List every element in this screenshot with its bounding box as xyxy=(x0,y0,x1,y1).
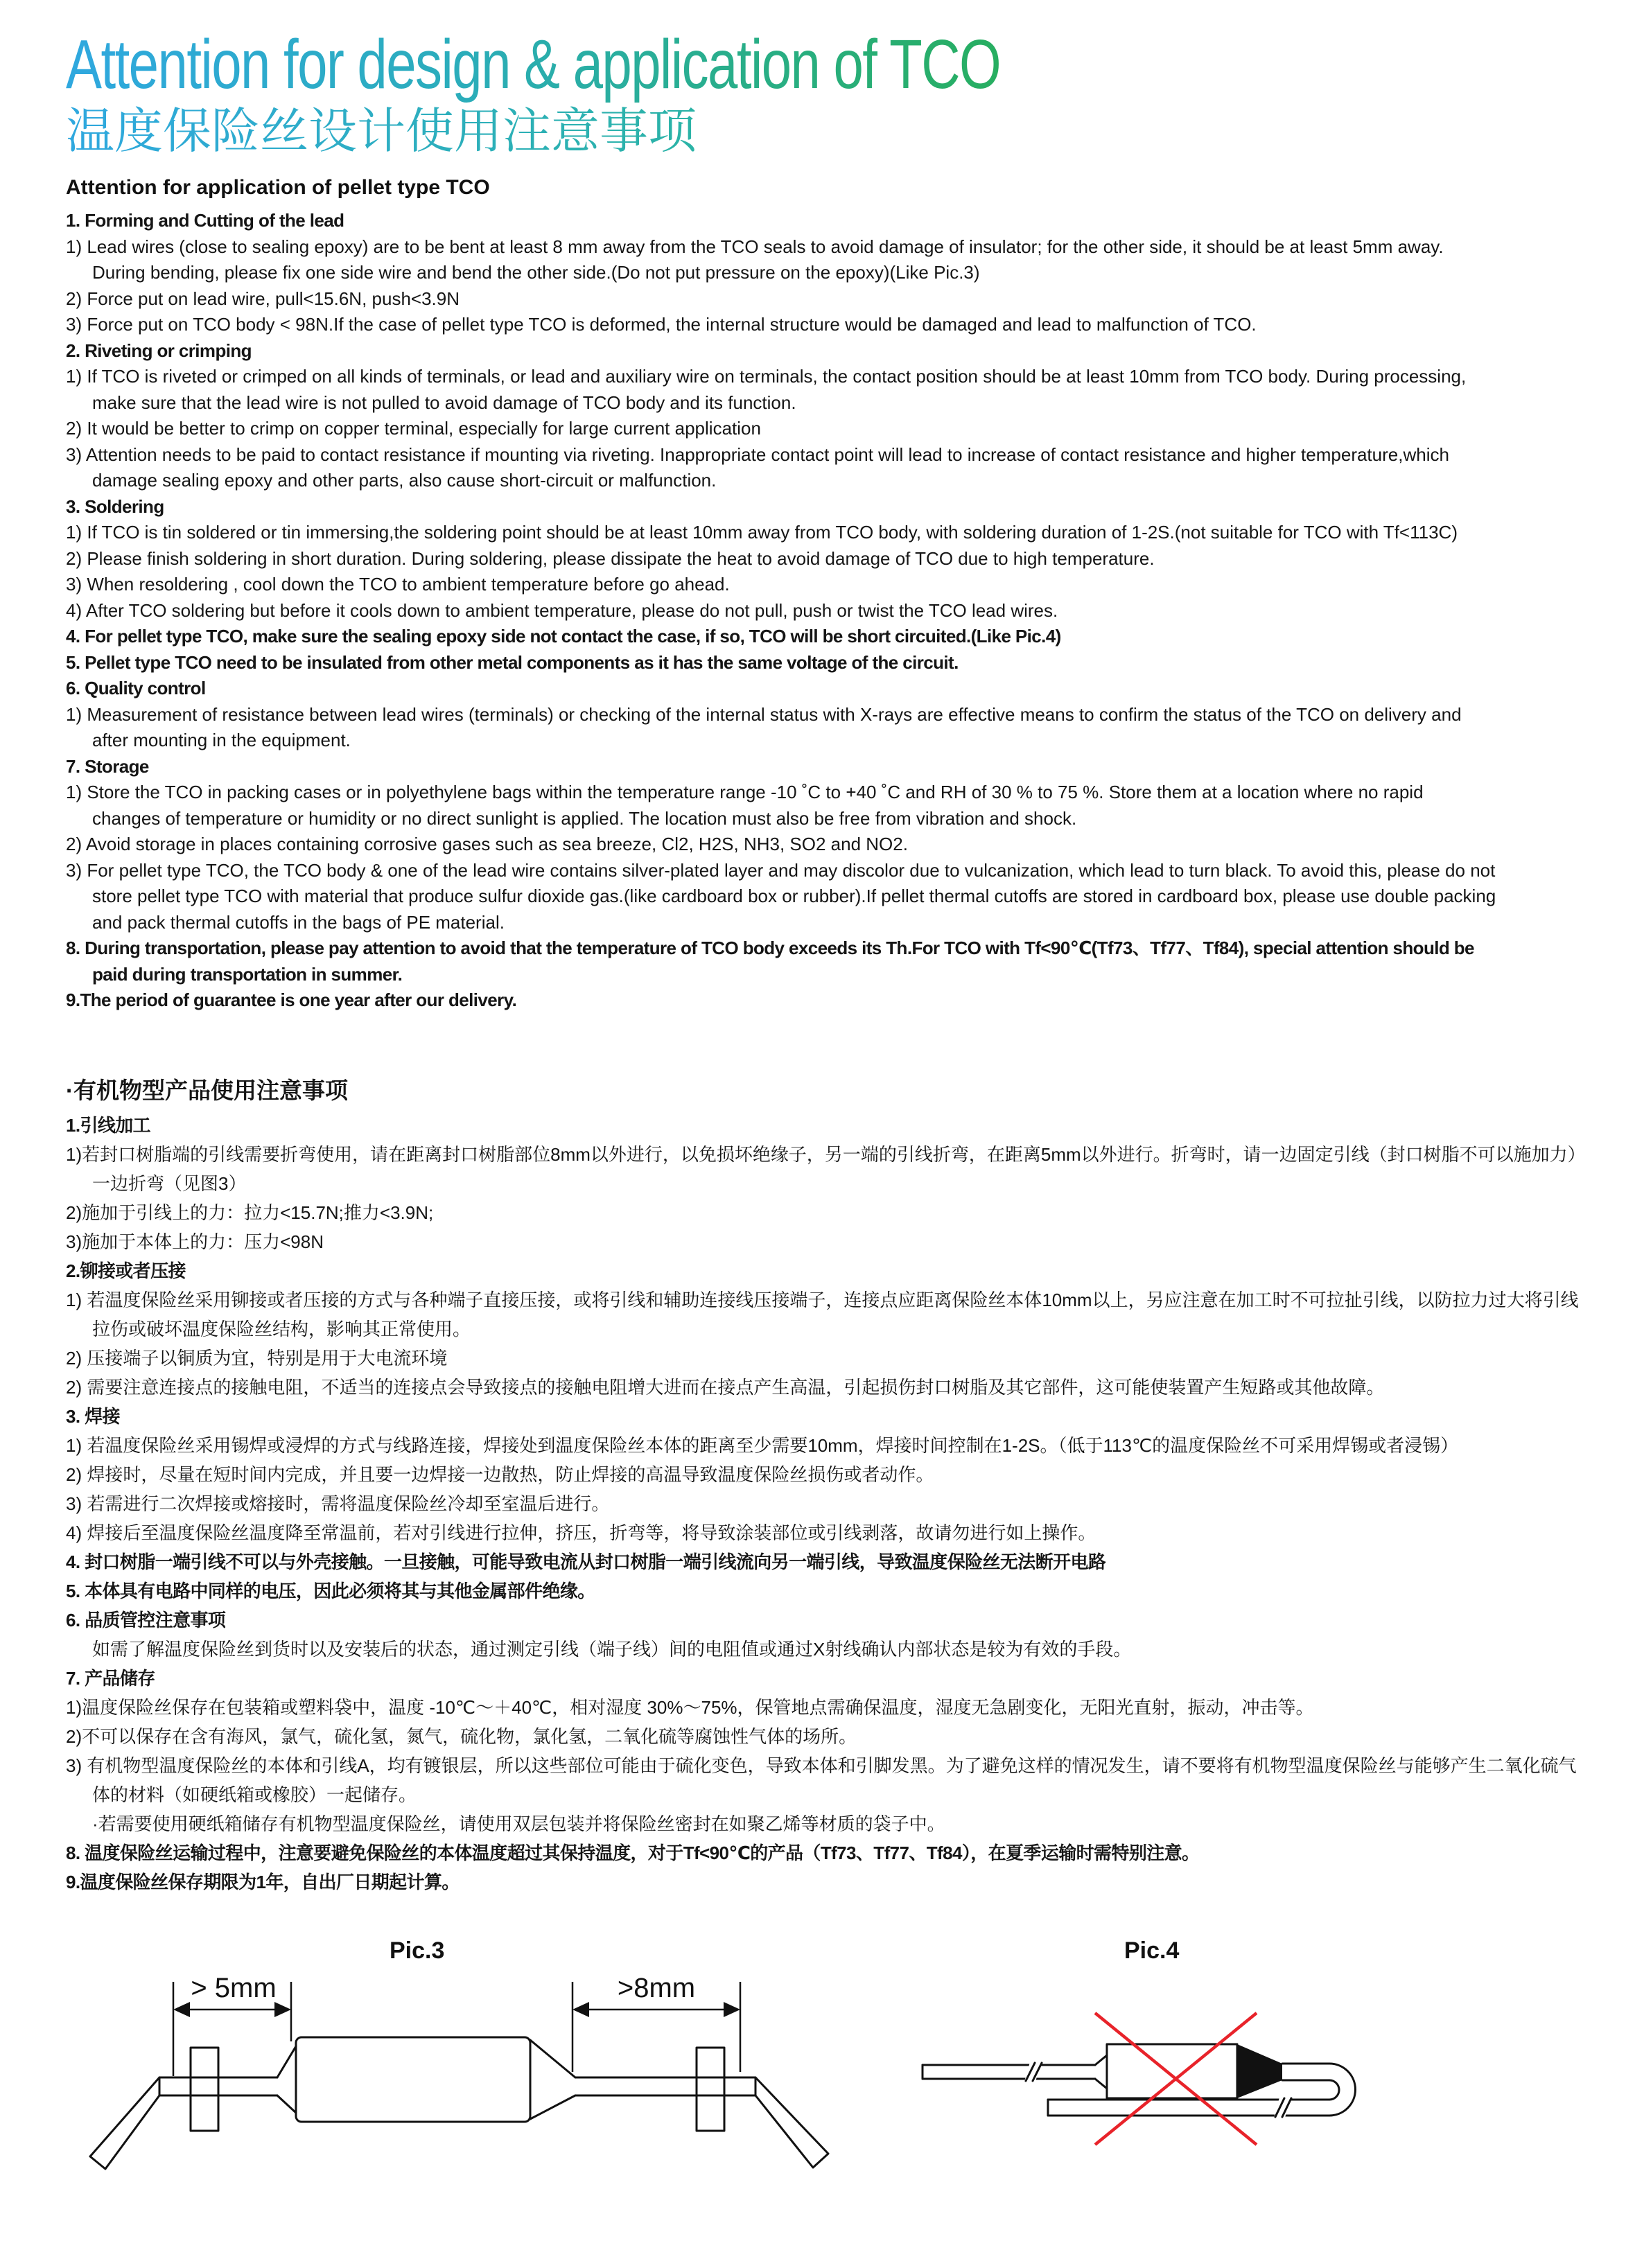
note-line: 如需了解温度保险丝到货时以及安装后的状态，通过测定引线（端子线）间的电阻值或通过X射线确认内部状态是较为有效的手段。 xyxy=(92,1638,1132,1660)
epoxy-cone-right xyxy=(530,2040,575,2077)
note-line: 5. 本体具有电路中同样的电压，因此必须将其与其他金属部件绝缘。 xyxy=(66,1580,595,1601)
note-line: 2.铆接或者压接 xyxy=(66,1260,186,1281)
bent-lead-right xyxy=(755,2077,828,2168)
note-line: 3) Force put on TCO body < 98N.If the case of pellet type TCO is deformed, the internal structure would be damaged and lead to malfunction of TCO. xyxy=(66,314,1257,335)
note-line: 7. Storage xyxy=(66,755,149,777)
note-line: 7. 产品储存 xyxy=(66,1667,155,1689)
note-line: 8. 温度保险丝运输过程中，注意要避免保险丝的本体温度超过其保持温度，对于Tf<90℃的产品（Tf73、Tf77、Tf84），在夏季运输时需特别注意。 xyxy=(66,1842,1200,1863)
note-line: 1. Forming and Cutting of the lead xyxy=(66,210,344,231)
note-line: 3) For pellet type TCO, the TCO body & one of the lead wire contains silver-plated layer and may discolor due to vulcanization, which lead to turn black. To avoid this, please do not xyxy=(66,859,1496,881)
organic-section-heading: ·有机物型产品使用注意事项 xyxy=(66,1077,348,1103)
note-line: 2) 需要注意连接点的接触电阻，不适当的连接点会导致接点的接触电阻增大进而在接点产生高温，引起损伤封口树脂及其它部件，这可能使装置产生短路或其他故障。 xyxy=(66,1376,1385,1398)
note-line: store pellet type TCO with material that produce sulfur dioxide gas.(like cardboard box or rubber).If pellet thermal cutoffs are stored in cardboard box, please use double packing xyxy=(92,886,1496,906)
arrowhead-right-icon xyxy=(274,2002,291,2017)
note-line: 8. During transportation, please pay attention to avoid that the temperature of TCO body exceeds its Th.For TCO with Tf<90℃(Tf73、Tf77、Tf84), special attention should be xyxy=(66,938,1474,958)
note-line: 2) It would be better to crimp on copper terminal, especially for large current application xyxy=(66,418,761,439)
arrowhead-left-icon xyxy=(173,2002,190,2017)
fixture-clamp-left xyxy=(191,2048,218,2131)
note-line: 拉伤或破坏温度保险丝结构，影响其正常使用。 xyxy=(92,1318,471,1339)
sealing-epoxy-cone xyxy=(1237,2044,1282,2098)
dim-label-5mm: > 5mm xyxy=(191,1973,277,2003)
note-line: paid during transportation in summer. xyxy=(92,963,403,985)
dimension-right-8mm xyxy=(572,1973,740,2072)
note-line: changes of temperature or humidity or no direct sunlight is applied. The location must also be free from vibration and shock. xyxy=(92,807,1077,829)
note-line: 9.The period of guarantee is one year after our delivery. xyxy=(66,990,517,1010)
note-line: 1) Measurement of resistance between lead wires (terminals) or checking of the internal status with X-rays are effective means to confirm the status of the TCO on delivery and xyxy=(66,703,1462,725)
chinese-notes-list xyxy=(66,1111,1586,1897)
note-line: 3. Soldering xyxy=(66,495,164,517)
note-line: 1) If TCO is riveted or crimped on all kinds of terminals, or lead and auxiliary wire on terminals, the contact position should be at least 10mm from TCO body. During processing, xyxy=(66,366,1467,387)
note-line: 3)施加于本体上的力：压力<98N xyxy=(66,1231,324,1252)
note-line: 1)若封口树脂端的引线需要折弯使用，请在距离封口树脂部位8mm以外进行，以免损坏绝缘子，另一端的引线折弯，在距离5mm以外进行。折弯时，请一边固定引线（封口树脂不可以施加力） xyxy=(66,1143,1586,1165)
note-line: after mounting in the equipment. xyxy=(92,730,351,750)
tco-device-drawing xyxy=(90,2037,828,2169)
note-line: 2) Avoid storage in places containing corrosive gases such as sea breeze, Cl2, H2S, NH3, SO2 and NO2. xyxy=(66,834,908,854)
note-line: 1) Store the TCO in packing cases or in polyethylene bags within the temperature range -10 ˚C to +40 ˚C and RH of 30 % to 75 %. Store them at a location where no rapid xyxy=(66,782,1424,802)
note-line: 1) 若温度保险丝采用铆接或者压接的方式与各种端子直接压接，或将引线和辅助连接线压接端子，连接点应距离保险丝本体10mm以上，另应注意在加工时不可拉扯引线，以防拉力过大将引线 xyxy=(66,1289,1579,1310)
tco-body xyxy=(296,2037,530,2122)
note-line: 2)不可以保存在含有海风，氯气，硫化氢，氮气，硫化物，氯化氢，二氧化硫等腐蚀性气体的场所。 xyxy=(66,1725,857,1747)
note-line: 4) After TCO soldering but before it cools down to ambient temperature, please do not pull, push or twist the TCO lead wires. xyxy=(66,599,1058,621)
note-line: 3) 有机物型温度保险丝的本体和引线A，均有镀银层，所以这些部位可能由于硫化变色，导致本体和引脚发黑。为了避免这样的情况发生，请不要将有机物型温度保险丝与能够产生二氧化硫气 xyxy=(66,1755,1577,1776)
red-cross-icon xyxy=(1095,2013,1257,2145)
note-line: 4) 焊接后至温度保险丝温度降至常温前，若对引线进行拉伸，挤压，折弯等，将导致涂装部位或引线剥落，故请勿进行如上操作。 xyxy=(66,1522,1096,1543)
note-line: 2. Riveting or crimping xyxy=(66,340,252,361)
figure-pic3-lead-bending-diagram xyxy=(69,1968,866,2266)
note-line: 5. Pellet type TCO need to be insulated from other metal components as it has the same voltage of the circuit. xyxy=(66,651,959,673)
note-line: 4. For pellet type TCO, make sure the sealing epoxy side not contact the case, if so, TCO will be short circuited.(Like Pic.4) xyxy=(66,626,1061,647)
note-line: 4. 封口树脂一端引线不可以与外壳接触。一旦接触，可能导致电流从封口树脂一端引线流向另一端引线，导致温度保险丝无法断开电路 xyxy=(66,1551,1106,1572)
note-line: and pack thermal cutoffs in the bags of PE material. xyxy=(92,911,505,933)
folded-lead-uturn xyxy=(1329,2064,1356,2116)
note-line: 2) 焊接时，尽量在短时间内完成，并且要一边焊接一边散热，防止焊接的高温导致温度保险丝损伤或者动作。 xyxy=(66,1463,934,1485)
note-line: 1)温度保险丝保存在包装箱或塑料袋中，温度 -10℃～＋40℃，相对湿度 30%～75%，保管地点需确保温度，湿度无急剧变化，无阳光直射，振动，冲击等。 xyxy=(66,1696,1314,1718)
note-line: 1) Lead wires (close to sealing epoxy) are to be bent at least 8 mm away from the TCO seals to avoid damage of insulator; for the other side, it should be at least 5mm away. xyxy=(66,236,1444,257)
note-line: 2) 压接端子以铜质为宜，特别是用于大电流环境 xyxy=(66,1347,448,1369)
note-line: 1) If TCO is tin soldered or tin immersing,the soldering point should be at least 10mm away from TCO body, with soldering duration of 1-2S.(not suitable for TCO with Tf<113C) xyxy=(66,522,1458,543)
note-line: 一边折弯（见图3） xyxy=(92,1172,247,1194)
lead-flare xyxy=(1095,2055,1107,2065)
pic4-label: Pic.4 xyxy=(1124,1937,1180,1964)
note-line: make sure that the lead wire is not pulled to avoid damage of TCO body and its function. xyxy=(92,392,796,413)
note-line: 1) 若温度保险丝采用锡焊或浸焊的方式与线路连接，焊接处到温度保险丝本体的距离至少需要10mm，焊接时间控制在1-2S。（低于113℃的温度保险丝不可采用焊锡或者浸锡） xyxy=(66,1434,1459,1456)
note-line: 6. Quality control xyxy=(66,678,206,698)
note-line: damage sealing epoxy and other parts, also cause short-circuit or malfunction. xyxy=(92,470,717,491)
pic3-label: Pic.3 xyxy=(390,1937,445,1964)
note-line: 3) When resoldering , cool down the TCO to ambient temperature before go ahead. xyxy=(66,574,730,595)
note-line: During bending, please fix one side wire and bend the other side.(Do not put pressure on the epoxy)(Like Pic.3) xyxy=(92,262,980,283)
note-line: 9.温度保险丝保存期限为1年，自出厂日期起计算。 xyxy=(66,1871,460,1892)
arrowhead-right-icon xyxy=(724,2002,740,2017)
note-line: 2) Force put on lead wire, pull<15.6N, push<3.9N xyxy=(66,288,460,309)
fixture-clamp-right xyxy=(697,2048,724,2131)
tco-device-drawing xyxy=(923,2044,1356,2118)
figure-pic4-epoxy-contact-forbidden-diagram xyxy=(866,1968,1626,2266)
bent-lead-left xyxy=(90,2077,159,2169)
page-title: Attention for design & application of TCO xyxy=(66,26,1001,103)
note-line: 1.引线加工 xyxy=(66,1114,151,1136)
note-line: ·若需要使用硬纸箱储存有机物型温度保险丝，请使用双层包装并将保险丝密封在如聚乙烯等材质的袋子中。 xyxy=(92,1813,945,1834)
arrowhead-left-icon xyxy=(572,2002,589,2017)
dim-label-8mm: >8mm xyxy=(617,1973,696,2003)
note-line: 3) 若需进行二次焊接或熔接时，需将温度保险丝冷却至室温后进行。 xyxy=(66,1493,610,1514)
page-subtitle-chinese: 温度保险丝设计使用注意事项 xyxy=(66,104,697,158)
body-taper-left xyxy=(277,2046,296,2077)
tco-body xyxy=(1107,2044,1237,2098)
note-line: 体的材料（如硬纸箱或橡胶）一起储存。 xyxy=(92,1784,417,1805)
english-notes-list xyxy=(66,208,1564,1014)
note-line: 3) Attention needs to be paid to contact resistance if mounting via riveting. Inappropriate contact point will lead to increase of contact resistance and higher temperature,which xyxy=(66,443,1449,465)
note-line: 2) Please finish soldering in short duration. During soldering, please dissipate the heat to avoid damage of TCO due to high temperature. xyxy=(66,547,1155,569)
pellet-section-heading: Attention for application of pellet type TCO xyxy=(66,176,490,199)
note-line: 2)施加于引线上的力：拉力<15.7N;推力<3.9N; xyxy=(66,1202,434,1223)
note-line: 3. 焊接 xyxy=(66,1405,120,1427)
note-line: 6. 品质管控注意事项 xyxy=(66,1609,226,1630)
